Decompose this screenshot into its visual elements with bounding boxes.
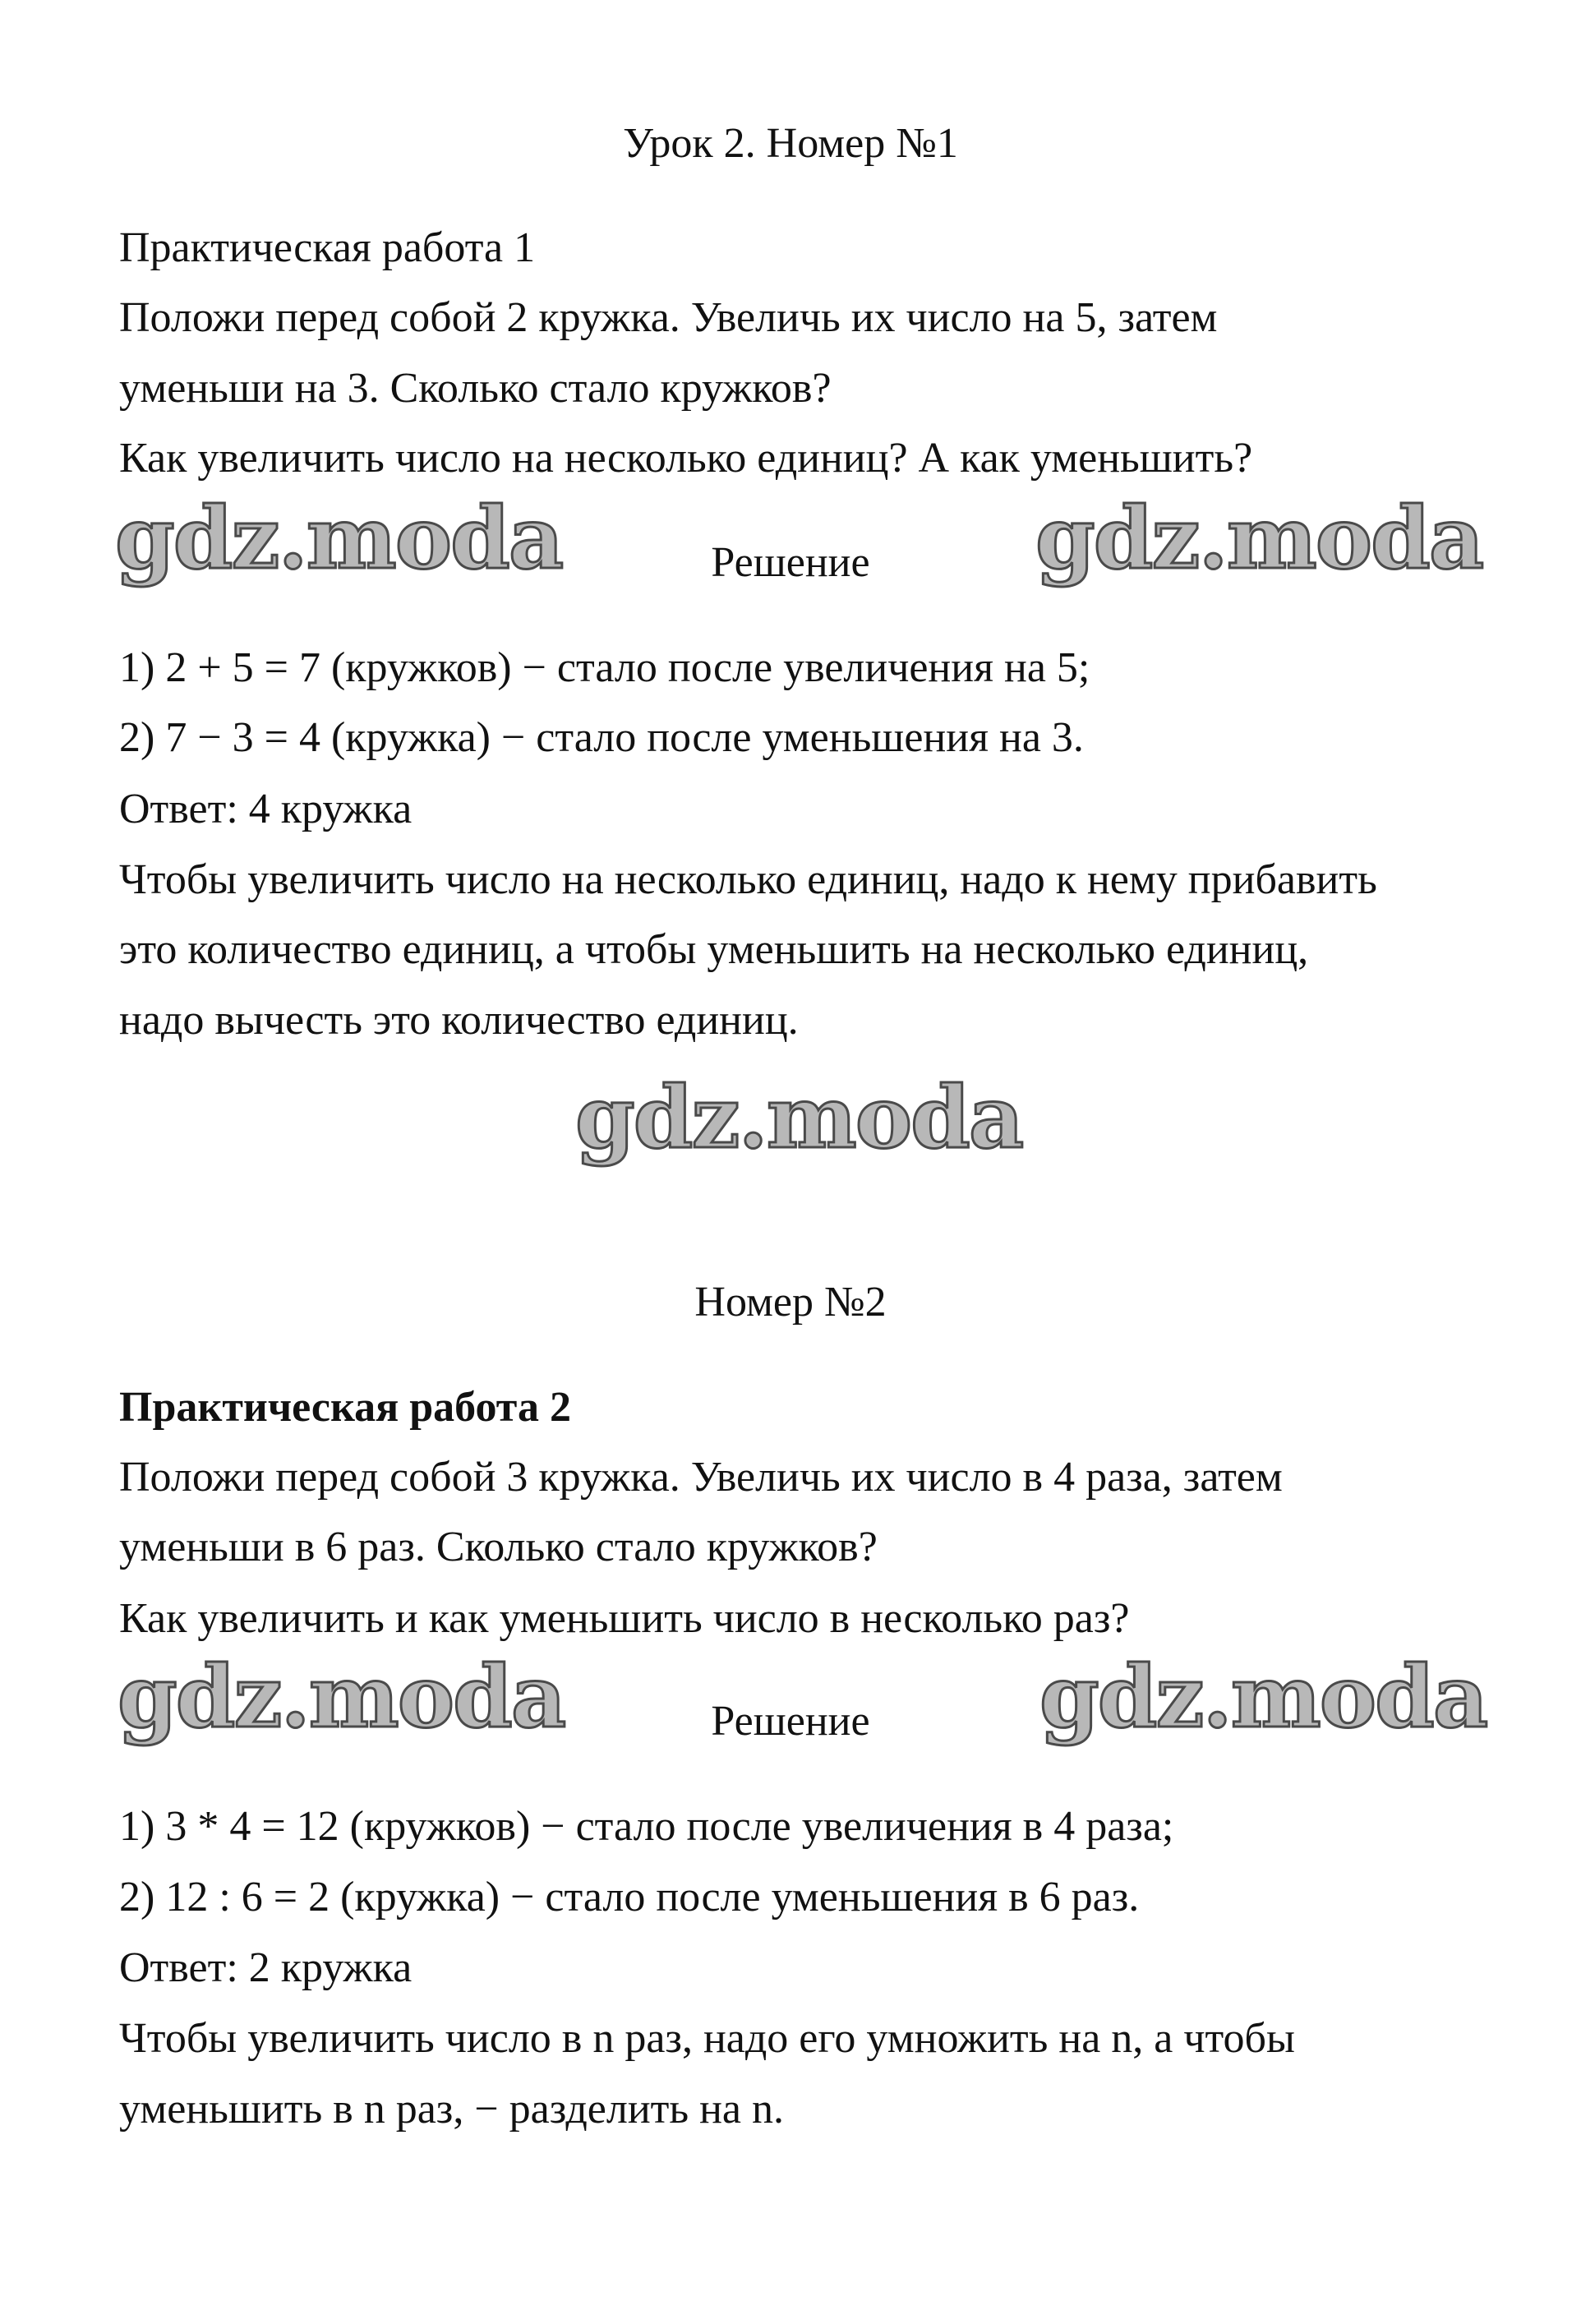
section1-task-line-3: Как увеличить число на несколько единиц? А как уменьшить?	[119, 435, 1253, 482]
section1-heading: Урок 2. Номер №1	[623, 120, 958, 167]
section2-title: Практическая работа 2	[119, 1384, 571, 1431]
section2-solution-label: Решение	[711, 1698, 870, 1745]
watermark-logo: gdz.moda	[1035, 487, 1483, 588]
section1-title: Практическая работа 1	[119, 224, 536, 271]
section1-solution-label: Решение	[711, 539, 870, 586]
section2-task-line-3: Как увеличить и как уменьшить число в несколько раз?	[119, 1595, 1130, 1642]
section2-task-line-2: уменьши в 6 раз. Сколько стало кружков?	[119, 1524, 878, 1570]
section2-rule-line-1: Чтобы увеличить число в n раз, надо его умножить на n, а чтобы	[119, 2015, 1295, 2062]
section1-rule-line-2: это количество единиц, а чтобы уменьшить на несколько единиц,	[119, 926, 1309, 973]
watermark-logo: gdz.moda	[118, 1646, 565, 1747]
section1-solution-line-2: 2) 7 − 3 = 4 (кружка) − стало после уменьшения на 3.	[119, 714, 1084, 761]
section1-rule-line-1: Чтобы увеличить число на несколько единиц, надо к нему прибавить	[119, 856, 1377, 903]
section2-rule-line-2: уменьшить в n раз, − разделить на n.	[119, 2086, 784, 2133]
section1-task-line-2: уменьши на 3. Сколько стало кружков?	[119, 365, 832, 412]
section1-answer: Ответ: 4 кружка	[119, 786, 413, 832]
section2-heading: Номер №2	[694, 1279, 887, 1326]
section1-solution-line-1: 1) 2 + 5 = 7 (кружков) − стало после увеличения на 5;	[119, 644, 1090, 691]
watermark-logo: gdz.moda	[115, 487, 563, 588]
section1-task-line-1: Положи перед собой 2 кружка. Увеличь их число на 5, затем	[119, 294, 1218, 341]
section2-answer: Ответ: 2 кружка	[119, 1944, 413, 1991]
watermark-logo: gdz.moda	[1039, 1646, 1487, 1747]
section2-solution-line-2: 2) 12 : 6 = 2 (кружка) − стало после уменьшения в 6 раз.	[119, 1874, 1140, 1921]
section2-task-line-1: Положи перед собой 3 кружка. Увеличь их число в 4 раза, затем	[119, 1454, 1283, 1501]
section2-solution-line-1: 1) 3 * 4 = 12 (кружков) − стало после увеличения в 4 раза;	[119, 1803, 1174, 1850]
watermark-logo: gdz.moda	[575, 1067, 1023, 1168]
section1-rule-line-3: надо вычесть это количество единиц.	[119, 997, 799, 1044]
